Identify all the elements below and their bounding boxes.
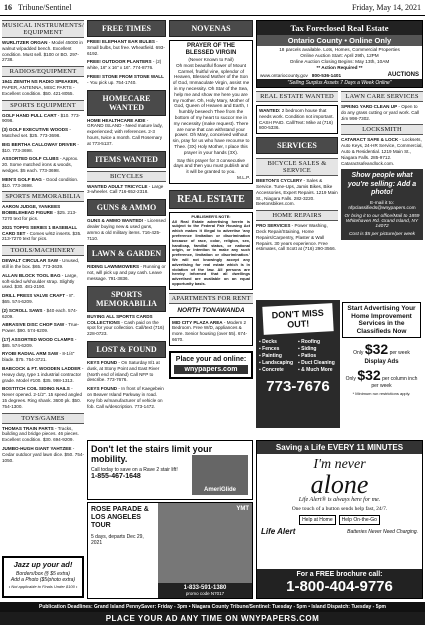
jazz-up-box bbox=[2, 556, 84, 598]
lawn-care-ad bbox=[341, 104, 423, 121]
place-ad-title: Place your ad online: bbox=[175, 355, 247, 363]
life-alert-headline-1: I'm never bbox=[313, 457, 366, 472]
section-header: TOYS/GAMES bbox=[2, 413, 84, 424]
section-header-lawn-care: LAWN CARE SERVICES bbox=[341, 91, 423, 102]
section-header: BICYCLES bbox=[87, 171, 166, 182]
classified-ad-text: - Large, soft-sided w/shoulder strap. Slightly used. $30. 481-2190. bbox=[2, 272, 78, 290]
section-header: LAWN & GARDEN bbox=[87, 245, 166, 262]
classified-ad bbox=[2, 156, 84, 173]
service-list-item: ▪ Siding bbox=[298, 346, 317, 352]
classified-ad bbox=[2, 386, 84, 409]
prayer-signature: M.L.P. bbox=[237, 174, 250, 180]
rew-text: 2 bedroom house that needs work. Condition not important. CASH PAID. Call/Text: Mike at (716) 800-5336. bbox=[259, 108, 334, 131]
classified-ad-text: - Good condition. $10. 773-3698. bbox=[2, 176, 79, 188]
locksmith-text: - Locksets, Auto Keys, 24-HR Service, Commercial, Auto & Residential. 1219 Main St., Niagara Falls. 285-9712. Cataractsafeandlock.com. bbox=[341, 137, 423, 166]
life-alert-line: One touch of a button sends help fast, 24/7. bbox=[291, 506, 388, 512]
service-list-item: ▪ Landscaping bbox=[259, 360, 293, 366]
page-header bbox=[0, 0, 425, 16]
apartment-ad bbox=[169, 317, 253, 346]
bicycle-ad bbox=[256, 178, 338, 207]
classified-ad-title: WANTED ADULT TRICYCLE bbox=[87, 183, 148, 189]
section-header: MUSICAL INSTRUMENTS/ EQUIPMENT bbox=[2, 22, 84, 36]
classified-ad-text: - Matched set. $25. 773-3698. bbox=[2, 127, 71, 138]
classified-ad-title: 2021 TOPPS SERIES 1 BASEBALL CARD SET bbox=[2, 224, 78, 236]
classified-ad-text: - Running or not, will pick up and pay cash. Leave message. 791-3836. bbox=[87, 264, 166, 281]
classified-ad-text: - Model 45000 in walnut w/padded bench. Excellent condition. Must sell. $100 or BO. 297-2738. bbox=[2, 40, 83, 63]
jazz-note: • Not applicable to Finals Under $100 • bbox=[8, 584, 78, 589]
classified-ad bbox=[87, 360, 166, 383]
classified-ad-text: - On Saturday 8/1 at dusk, at Stony Point and East River (North end of island) Call NFP to describe. 773-7676. bbox=[87, 359, 160, 383]
life-alert-phone: 1-800-404-9776 bbox=[286, 578, 393, 595]
classified-ad bbox=[87, 218, 166, 241]
classified-ad bbox=[2, 426, 84, 443]
classified-ad-text: - $85. 574-6209. bbox=[2, 336, 77, 348]
classified-ad bbox=[2, 351, 84, 363]
classified-ad-text: - Comes w/62 inserts. $35. 213-7270 text for pics. bbox=[2, 230, 82, 242]
classified-ad-text: - Unused, still in the box. $65. 773-3639. bbox=[2, 258, 80, 269]
price-1-unit: per week bbox=[389, 350, 410, 356]
column-4 bbox=[256, 20, 423, 255]
section-header: SPORTS EQUIPMENT bbox=[2, 100, 84, 111]
classified-ad-title: RIDING LAWNMOWERS bbox=[87, 264, 140, 270]
home-repairs-text: - Power Washing, Deck Repair/Staining, Home Repairs/Carpentry, Plaster & Wall Repairs. 30 years experience. Free estimates, call Scott at (716) 290-3566. bbox=[256, 223, 336, 252]
classified-ad-title: KEYS FOUND bbox=[87, 359, 118, 365]
classified-ad-text: - GRAND ISLAND - Need mature lady, experienced; with references. 2-3 hours, twice a month. Call Rosemary at 773-5137. bbox=[87, 117, 163, 146]
classified-ad-title: FREE! OUTDOOR PLANTERS bbox=[87, 59, 152, 65]
rew-title: WANTED: bbox=[259, 108, 281, 113]
classified-ad bbox=[87, 39, 166, 56]
classified-ad bbox=[2, 446, 84, 463]
classified-ad-title: ASSORTED GOLF CLUBS bbox=[2, 156, 59, 162]
start-advertising-title: Start Advertising Your Home Improvement Services in the Classifieds Now bbox=[342, 302, 421, 338]
section-header-real-estate: REAL ESTATE bbox=[169, 190, 253, 209]
notice-body: All Real Estate advertising herein is subject to the Federal Fair Housing Act which makes it illegal to advertise 'any preference limitation or discrimination because of race, color, religion, sex, handicap, familial status, or national origin, or intention to make any such preference, limitation or discrimination.' We will not knowingly accept any advertising for real estate which is in violation of the law. All persons are hereby informed that all dwellings advertised are available on an equal opportunity basis. bbox=[172, 218, 250, 286]
column-2 bbox=[87, 20, 166, 412]
stairlift-call: Call today to save on a Rave 2 stair lift! bbox=[91, 467, 178, 473]
help-at-home-label: Help at Home bbox=[299, 515, 336, 525]
classified-ad-text: - $10. 773-3698. bbox=[2, 141, 79, 153]
classified-ad-text: - (2) white, 16" x 16" x 16". 774-8776. bbox=[87, 59, 162, 71]
service-list-item: ▪ Patios bbox=[298, 353, 317, 359]
locksmith-ad bbox=[341, 137, 423, 166]
classified-ad-text: - Large 3-wheeler. Call 716-652-2318. bbox=[87, 183, 164, 195]
classified-ad-title: ABRASIVE DISC CHOP SAW bbox=[2, 322, 65, 328]
banner-line: Online Auction Start: April 29th, 12PM bbox=[300, 53, 379, 58]
life-alert-cta bbox=[257, 569, 422, 598]
home-repairs-title: PRO SERVICES bbox=[256, 223, 291, 229]
classified-ad bbox=[2, 113, 84, 125]
classified-ad bbox=[2, 366, 84, 383]
classified-ad-text: PAPER, ANTENNA, MISC PARTS - Excellent condition. $50. 421-8055. bbox=[2, 84, 75, 96]
classified-ad bbox=[2, 40, 84, 63]
bicycle-ad-title: BEETON'S CYCLERY bbox=[256, 178, 303, 184]
add-photo-title: Show people what you're selling: Add a photo! bbox=[347, 172, 417, 197]
classified-ad bbox=[2, 258, 84, 270]
section-header-services: SERVICES bbox=[256, 137, 338, 154]
classified-ad-text: - $25. 213-7270 text for pics. bbox=[2, 210, 77, 221]
classified-ad-title: BABCOCK & FT. WOODEN LADDER bbox=[2, 366, 81, 372]
life-alert-sub: Life Alert® is always here for me. bbox=[298, 497, 381, 503]
price-1: $32 bbox=[364, 341, 389, 357]
banner-title: Tax Foreclosed Real Estate bbox=[257, 21, 422, 35]
service-list-item: ▪ Fences bbox=[259, 346, 280, 352]
section-header-home-repairs: HOME REPAIRS bbox=[256, 210, 338, 221]
classified-ad-title: DRILL PRESS VALVE CRAFT bbox=[2, 293, 66, 299]
classified-ad bbox=[2, 204, 84, 221]
fair-housing-notice bbox=[169, 212, 253, 290]
classified-ad-text: - Cedar outdoor yard lawn dice. $50. 754-1050. bbox=[2, 446, 84, 463]
home-improvement-promo bbox=[256, 300, 423, 428]
dont-miss-panel bbox=[256, 300, 340, 428]
classified-ad-text: - 8". $65. 574-6209. bbox=[2, 293, 75, 304]
lawn-care-title: SPRING YARD CLEAN UP bbox=[341, 104, 398, 109]
service-list-item: ▪ Roofing bbox=[298, 339, 321, 345]
jazz-line-1: Borders/box (§ $5 extra) bbox=[16, 571, 70, 577]
life-alert-logo: Life Alert bbox=[261, 527, 296, 536]
stairlift-phone: 1-855-467-1648 bbox=[91, 473, 141, 480]
life-alert-battery: Batteries Never Need Charging. bbox=[347, 528, 418, 535]
town-heading: NORTH TONAWANDA bbox=[177, 306, 245, 314]
banner-tagline: "Selling Surplus Assets 7 Days a Week Online" bbox=[257, 79, 422, 87]
classified-ad-title: FREE! ELEPHANT EAR BULBS bbox=[87, 39, 155, 44]
stairlift-ad bbox=[87, 440, 253, 500]
ymt-logo: YMT bbox=[236, 506, 249, 512]
classified-ad bbox=[2, 293, 84, 305]
classified-ad bbox=[2, 127, 84, 139]
service-list-item: ▪ Decks bbox=[259, 339, 277, 345]
life-alert-free: For a FREE brochure call: bbox=[296, 571, 383, 578]
promo-phone: 773-7676 bbox=[266, 378, 330, 395]
rose-phone: 1-833-591-1380 bbox=[183, 585, 227, 591]
place-ad-url[interactable]: wnypapers.com bbox=[174, 365, 248, 374]
classified-ad bbox=[2, 177, 84, 189]
apartment-ad-text: - Modern 2 Bedroom. Free W/D, appliances & more. Senior housing (over 55). 674-6670. bbox=[172, 319, 248, 343]
classified-ad-title: ALLAN BLOCK TOOL BAG bbox=[2, 272, 61, 278]
classified-ad bbox=[87, 314, 166, 337]
classified-ad bbox=[2, 337, 84, 349]
classified-ad-title: GOLF HAND PULL CART bbox=[2, 112, 57, 118]
classified-ad-title: 1941 ZENITH NS RADIO SPEAKER, bbox=[2, 79, 79, 85]
classified-ad bbox=[2, 273, 84, 290]
section-header-locksmith: LOCKSMITH bbox=[341, 124, 423, 135]
service-list-item: ▪ Painting bbox=[259, 353, 282, 359]
classified-ad-title: AARON JUDGE, YANKEES BOBBLEHEAD FIGURE bbox=[2, 204, 61, 216]
classified-ad-text: - Never opened. 2-1/2". 15 speed angled 15 degrees. Ring shank. 3600 pk. $50. 754-1300. bbox=[2, 386, 83, 409]
page-number: 16 bbox=[4, 3, 12, 12]
classified-ad bbox=[87, 184, 166, 196]
section-header-bicycle: BICYCLE SALES & SERVICE bbox=[256, 158, 338, 176]
classified-ad bbox=[2, 225, 84, 242]
promo-footnote: * Minimum run restrictions apply. bbox=[352, 391, 411, 396]
service-list-item: ▪ Concrete bbox=[259, 367, 284, 373]
prayer-instructions: Say this prayer for 3 consecutive days and then you must publish and it will be granted to you. bbox=[173, 157, 249, 175]
price-2: $32 bbox=[357, 367, 381, 383]
classified-ad-text: - In front of Kaegebein on Beaver Island Parkway in road. Key fob w/manufacturer of vehicle on fob. Call w/description. 773-1472. bbox=[87, 386, 164, 409]
classified-ad-text: - $10. 773-9098. bbox=[2, 112, 81, 124]
ameriglide-logo: AmeriGlide bbox=[192, 455, 248, 495]
locksmith-title: CATARACT SAFE & LOCK bbox=[341, 137, 399, 143]
service-list-item: ▪ & Much More bbox=[298, 367, 333, 373]
bicycle-ad-text: - Sales & Service. Tune-Ups, Jamis Bikes, Bike Accessories, Expert Repairs. 1219 Main St., Niagara Falls. 282-3220. Beetonsbikes.com. bbox=[256, 178, 338, 207]
banner-site[interactable]: www.ontariocounty.gov bbox=[260, 72, 308, 78]
place-ad-bar[interactable]: PLACE YOUR AD ANY TIME ON WNYPAPERS.COM bbox=[0, 612, 425, 625]
section-header: ITEMS WANTED bbox=[87, 151, 166, 168]
add-photo-box bbox=[341, 169, 423, 240]
dont-miss-sign: DON'T MISS OUT! bbox=[262, 303, 333, 335]
classified-ad bbox=[87, 59, 166, 71]
classified-ad bbox=[87, 118, 166, 147]
section-header-real-estate-wanted: REAL ESTATE WANTED bbox=[256, 91, 338, 102]
classified-ad-title: MEN'S GOLF BAG bbox=[2, 176, 42, 182]
classified-ad-title: BIG BERTHA CALLOWAY DRIVER bbox=[2, 141, 77, 147]
section-header: FREE TIMES bbox=[87, 20, 166, 37]
banner-line: ** Action Required ** bbox=[316, 65, 363, 70]
jazz-line-2: Add a Photo ($5/photo extra) bbox=[10, 577, 76, 583]
classified-ad-title: (3) GOLF EXECUTIVE WOODS bbox=[2, 127, 69, 133]
add-photo-mail: Or bring it to our office/Mail to 1859 Whitehaven Rd. Grand Island, NY 14072 bbox=[344, 213, 420, 229]
jazz-title: Jazz up your ad! bbox=[13, 560, 73, 569]
classified-ad-text: - Approx. 20. Some matched irons & woods, wedges. $5 each. 773-3698. bbox=[2, 156, 79, 173]
classified-ad bbox=[2, 322, 84, 334]
classified-ad bbox=[2, 142, 84, 154]
rose-days: 5 days, departs Dec 29, 2021 bbox=[91, 534, 144, 546]
rose-promo-code: promo code N7017 bbox=[185, 591, 225, 596]
real-estate-wanted-ad bbox=[256, 105, 338, 134]
classified-ad-title: BOSTITCH COIL SIDING NAILS bbox=[2, 386, 70, 392]
classified-ad-text: - You pick up. 754-1740. bbox=[87, 79, 137, 85]
classified-ad-text: - True-Power. $90. 574-6209. bbox=[2, 322, 80, 334]
issue-date: Friday, May 14, 2021 bbox=[351, 3, 421, 12]
banner-line: Online Auction Closing Begins: May 13th, 10AM bbox=[289, 59, 390, 64]
classified-ad bbox=[87, 74, 166, 86]
section-header: HOMECARE WANTED bbox=[87, 90, 166, 116]
services-list-left bbox=[259, 339, 298, 374]
services-list-right bbox=[298, 339, 337, 374]
classified-ad-title: KEYS FOUND bbox=[87, 386, 118, 392]
home-repairs-ad bbox=[256, 223, 338, 252]
classified-ad-title: DEWALT CIRCULAR SAW bbox=[2, 258, 59, 264]
classified-ad-title: (2) SCROLL SAWS bbox=[2, 307, 43, 313]
price-2-unit: per column inch per week bbox=[371, 376, 418, 389]
section-header: LOST & FOUND bbox=[87, 341, 166, 358]
rose-parade-ad bbox=[87, 502, 253, 599]
classified-ad-text: - Cash paid on the spot for your collection. Call/text (716) 228-0723. bbox=[87, 319, 165, 337]
rose-parade-photo bbox=[158, 503, 252, 598]
add-photo-email: E-mail it to: nfpclassifieds@wnypapers.com bbox=[348, 200, 416, 211]
section-header: RADIOS/EQUIPMENT bbox=[2, 66, 84, 77]
classified-ad-text: - Small bulbs, but free. Wheatfield. 693-6192. bbox=[87, 39, 165, 56]
section-header: TOOLS/MACHINERY bbox=[2, 245, 84, 256]
section-header: SPORTS MEMORABILIA bbox=[2, 191, 84, 202]
add-photo-cost: Cost is $5 per picture/per week bbox=[348, 231, 416, 237]
classified-ad-title: THOMAS TRAIN PARTS bbox=[2, 425, 54, 431]
foreclosure-banner bbox=[256, 20, 423, 88]
classified-ad-title: BUYING ALL SPORTS CARDS COLLECTIONS bbox=[87, 313, 153, 325]
column-1 bbox=[2, 20, 84, 466]
classified-ad-text: - Licensed dealer buying new & used guns, ammo & old military items. 716-425-7110. bbox=[87, 218, 166, 241]
classified-ad-title: WURLITZER ORGAN bbox=[2, 40, 48, 45]
place-ad-box[interactable] bbox=[169, 351, 253, 379]
life-alert-ad bbox=[256, 440, 423, 599]
classified-ad-title: GUNS & AMMO WANTED! bbox=[87, 218, 144, 224]
classified-ad-text: - Tracks, building and bridge pieces. 46 pieces. Excellent condition. $30. 694-9209. bbox=[2, 425, 79, 443]
classified-ad-text: - Heavy duty, type 1 industrial contractor grade. Model #100. $35. 998-1313. bbox=[2, 366, 84, 383]
section-header-novenas: NOVENAS bbox=[169, 20, 253, 37]
classified-ad bbox=[2, 308, 84, 320]
banner-line: 18 parcels available. Lots, Homes, Commercial Properties bbox=[279, 47, 400, 52]
classified-ad-text: - 8-1/4" blade. $75. 754-3721. bbox=[2, 351, 75, 363]
classified-ad-title: JUMBO-HUGH GIANT YAHTZEE bbox=[2, 446, 72, 452]
rose-title: ROSE PARADE & LOS ANGELES TOUR bbox=[91, 506, 149, 529]
start-advertising-panel: Start Advertising Your Home Improvement Services in the Classifieds Now Only $32 per week Display Ads Only $32 per column inch per week * Minimum run restrictions apply. bbox=[340, 300, 423, 428]
banner-brand-logo: AUCTIONS bbox=[387, 72, 419, 78]
lawn-care-text: - Open to do any grass cutting or yard work. Call Jim 998-7302. bbox=[341, 104, 420, 121]
life-alert-headline-2: alone bbox=[310, 470, 369, 499]
classified-ad bbox=[87, 264, 166, 281]
banner-phone: 800-536-1401 bbox=[311, 72, 342, 78]
display-ads-label: Display Ads bbox=[364, 359, 399, 365]
classified-ad-title: HOME HEALTHCARE AIDE bbox=[87, 117, 146, 123]
column-3 bbox=[169, 20, 253, 382]
paper-name: Tribune/Sentinel bbox=[18, 3, 72, 12]
classified-ad-title: FREE! STONE FROM STONE WALL bbox=[87, 73, 164, 79]
section-header: SPORTS MEMORABILIA bbox=[87, 286, 166, 312]
prayer-subtitle: (Never Known to Fail) bbox=[188, 57, 234, 62]
classified-ad bbox=[2, 79, 84, 96]
classified-ad-text: - $40 each. 574-6209. bbox=[2, 307, 78, 319]
stairlift-title: Don't let the stairs limit your mobility. bbox=[91, 444, 213, 464]
service-list-item: ▪ Duct Cleaning bbox=[298, 360, 335, 366]
prayer-box bbox=[169, 40, 253, 184]
classified-ad-title: RYOBI RADIAL ARM SAW bbox=[2, 351, 59, 357]
deadlines-bar: Publication Deadlines: Grand Island PennySaver: Friday - 3pm • Niagara County Tribune/Sentinel: Tuesday - 5pm • Island Dispatch: Tuesday - 5pm bbox=[0, 602, 425, 612]
prayer-title: PRAYER OF THE BLESSED VIRGIN bbox=[185, 43, 237, 56]
banner-county: Ontario County • Online Only bbox=[257, 35, 422, 46]
help-on-the-go-label: Help On-the-Go bbox=[339, 515, 380, 525]
classified-ad-title: (17) ASSORTED WOOD CLAMPS bbox=[2, 336, 74, 342]
prayer-body: Oh most beautiful flower of Mount Carmel, fruitful vine, splendor of Heaven, Blessed Mother of the Son of God, Immaculate Virgin, assist me in my necessity. Oh Star of the Sea, help me and show me here you are my mother. Oh, Holy Mary, Mother of God, Queen of Heaven and Earth, I humbly beseech Thee from the bottom of my heart to succor me in my necessity (make request). There are none that can withstand your power. Oh Mary, conceived without sin, pray for us who have recourse to Thee. (3X) Holy Mother, I place this prayer in your hands (3X). bbox=[172, 62, 250, 155]
banner-lines bbox=[257, 46, 422, 72]
apartment-ad-title: MID CITY PLAZA AREA bbox=[172, 319, 223, 325]
section-header-apartments: APARTMENTS FOR RENT bbox=[169, 293, 253, 304]
section-header: GUNS & AMMO bbox=[87, 199, 166, 216]
life-alert-banner: Saving a Life EVERY 11 MINUTES bbox=[257, 441, 422, 454]
notice-title: PUBLISHER'S NOTE: bbox=[191, 213, 231, 219]
classified-ad bbox=[87, 386, 166, 409]
